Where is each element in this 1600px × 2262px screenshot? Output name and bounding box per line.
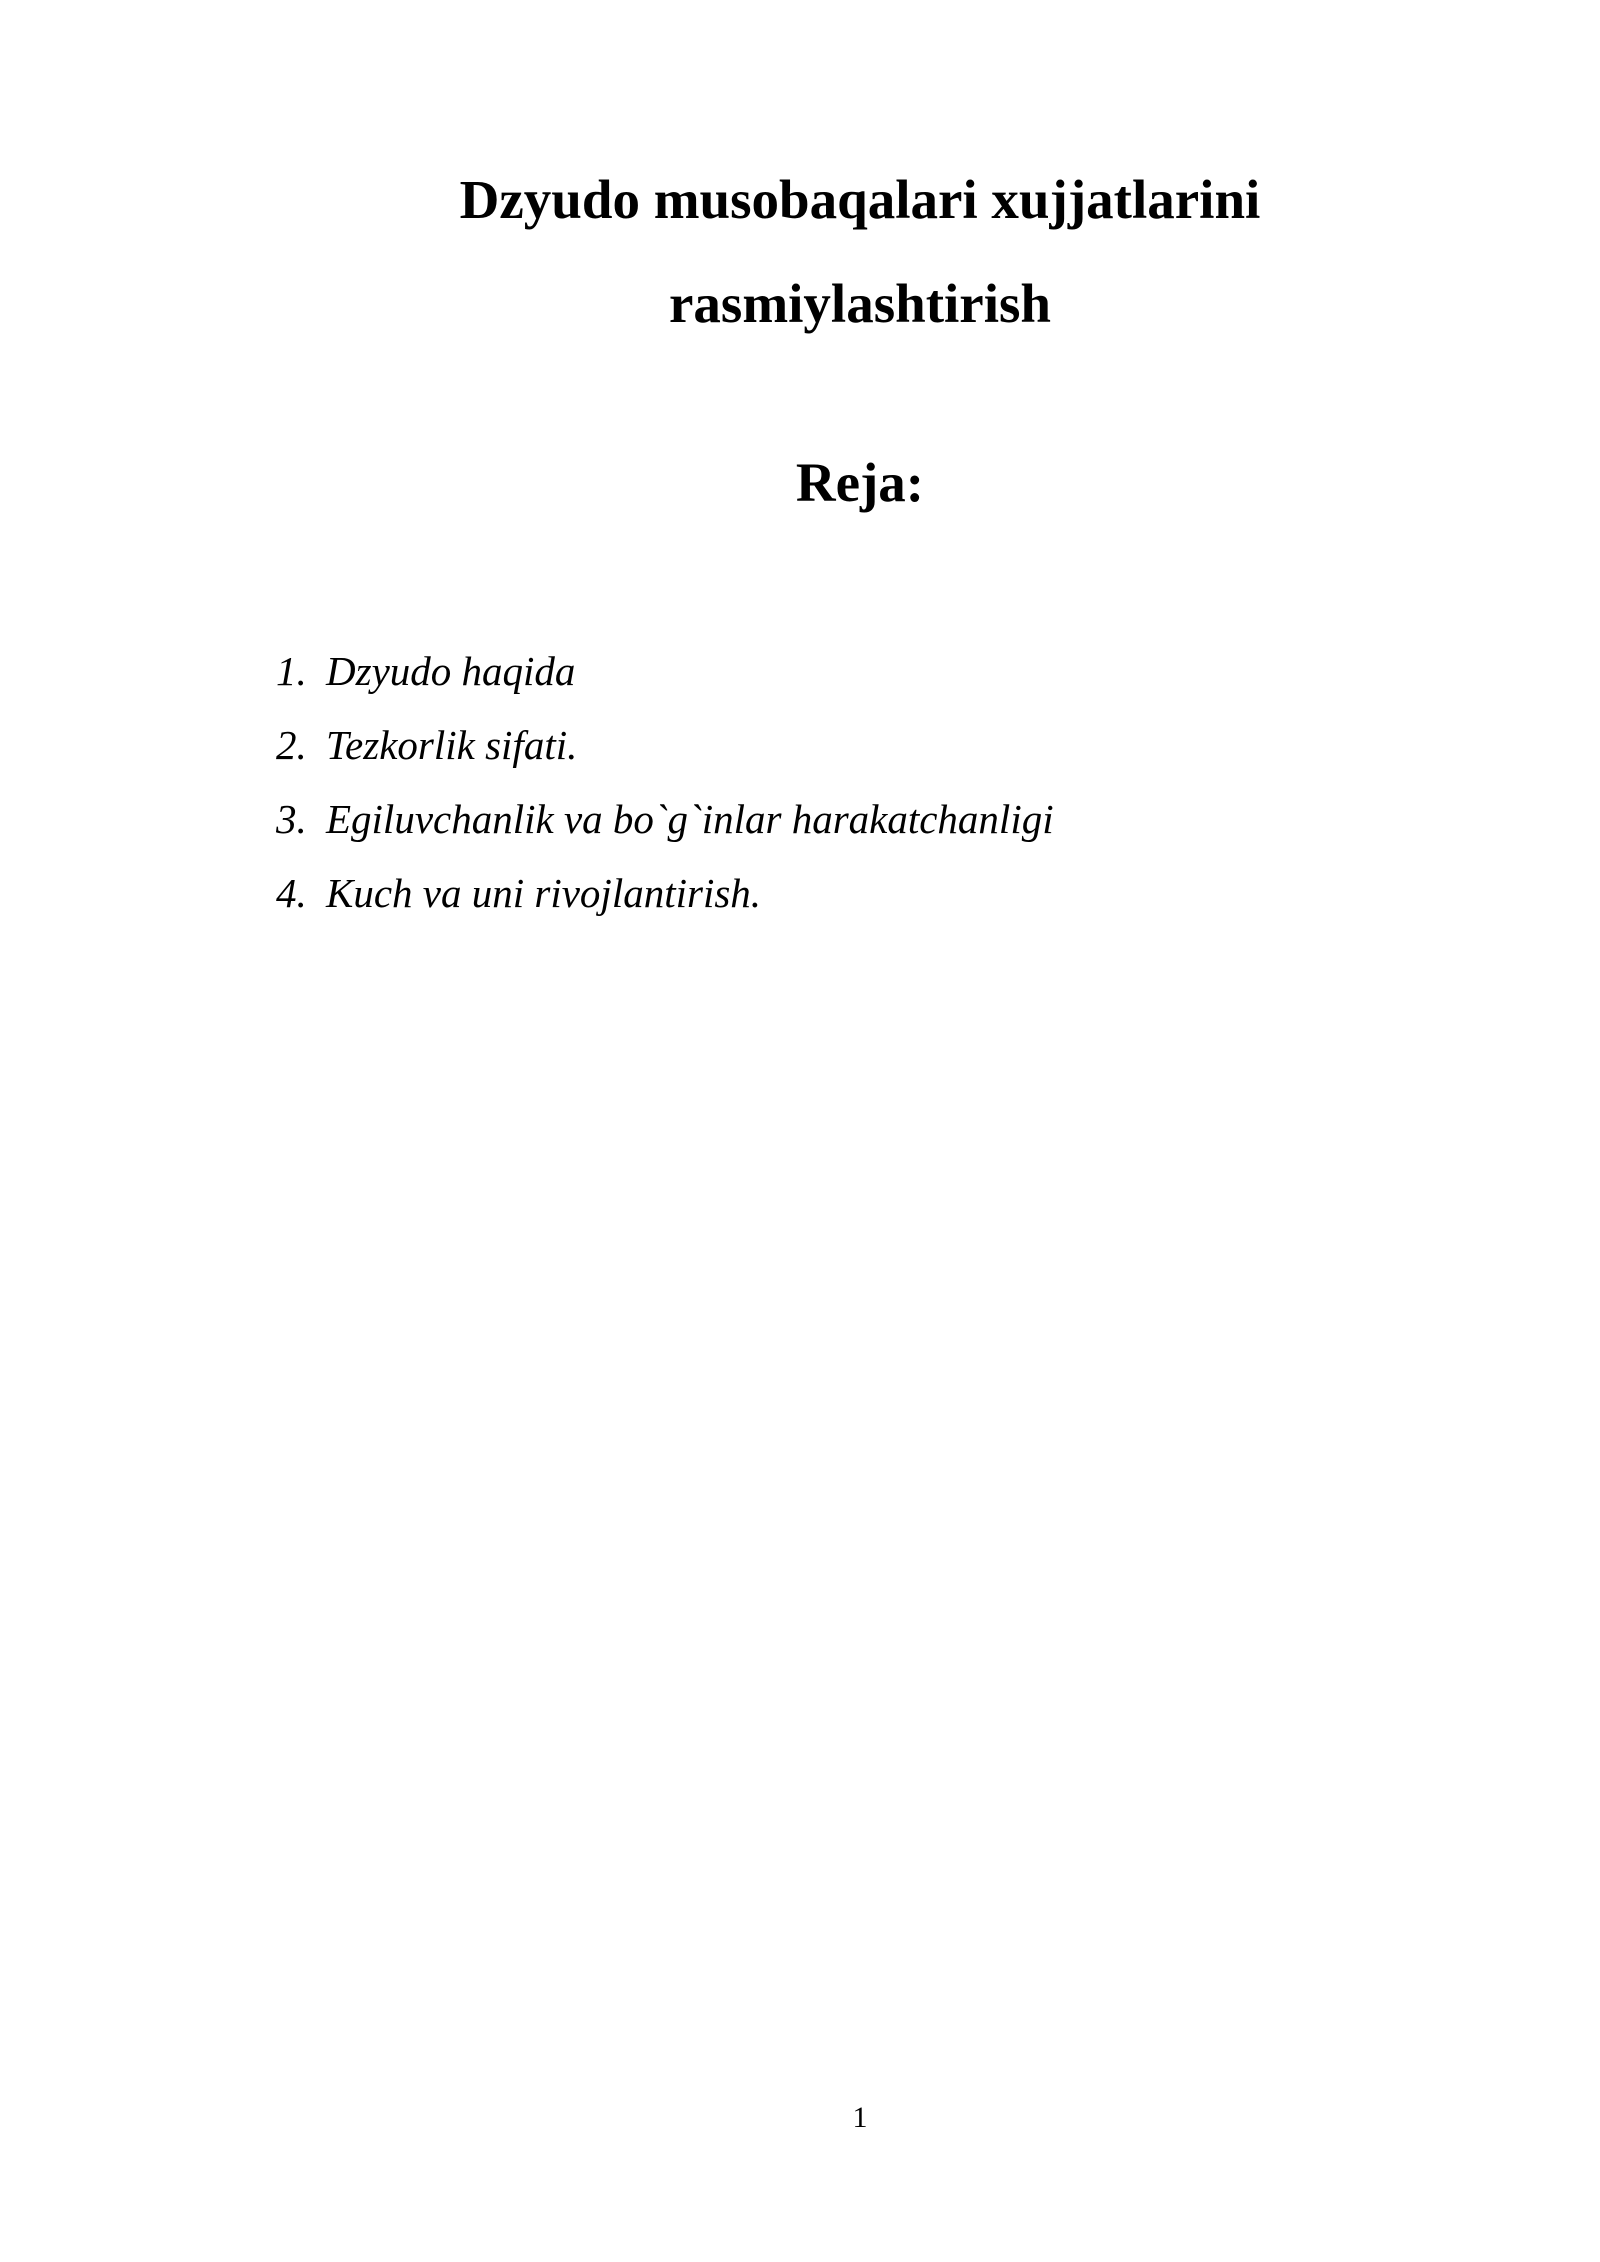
plan-item-number: 1. (276, 648, 307, 694)
plan-item-3 (276, 782, 1054, 856)
plan-item-2 (276, 708, 1054, 782)
plan-item-text: Kuch va uni rivojlantirish. (326, 870, 762, 916)
page-number: 1 (852, 2101, 868, 2134)
plan-item-number: 2. (276, 722, 307, 768)
plan-item-number: 4. (276, 870, 307, 916)
plan-item-text: Tezkorlik sifati. (326, 722, 578, 768)
plan-list (276, 634, 1054, 930)
plan-heading: Reja: (795, 452, 925, 513)
document-title-line-2: rasmiylashtirish (669, 273, 1051, 334)
document-title (0, 148, 1600, 356)
plan-item-number: 3. (276, 796, 307, 842)
plan-item-text: Dzyudo haqida (326, 648, 576, 694)
document-title-line-1: Dzyudo musobaqalari xujjatlarini (459, 169, 1261, 230)
plan-item-4 (276, 856, 1054, 930)
plan-item-1 (276, 634, 1054, 708)
plan-item-text: Egiluvchanlik va bo`g`inlar harakatchanligi (326, 796, 1054, 842)
